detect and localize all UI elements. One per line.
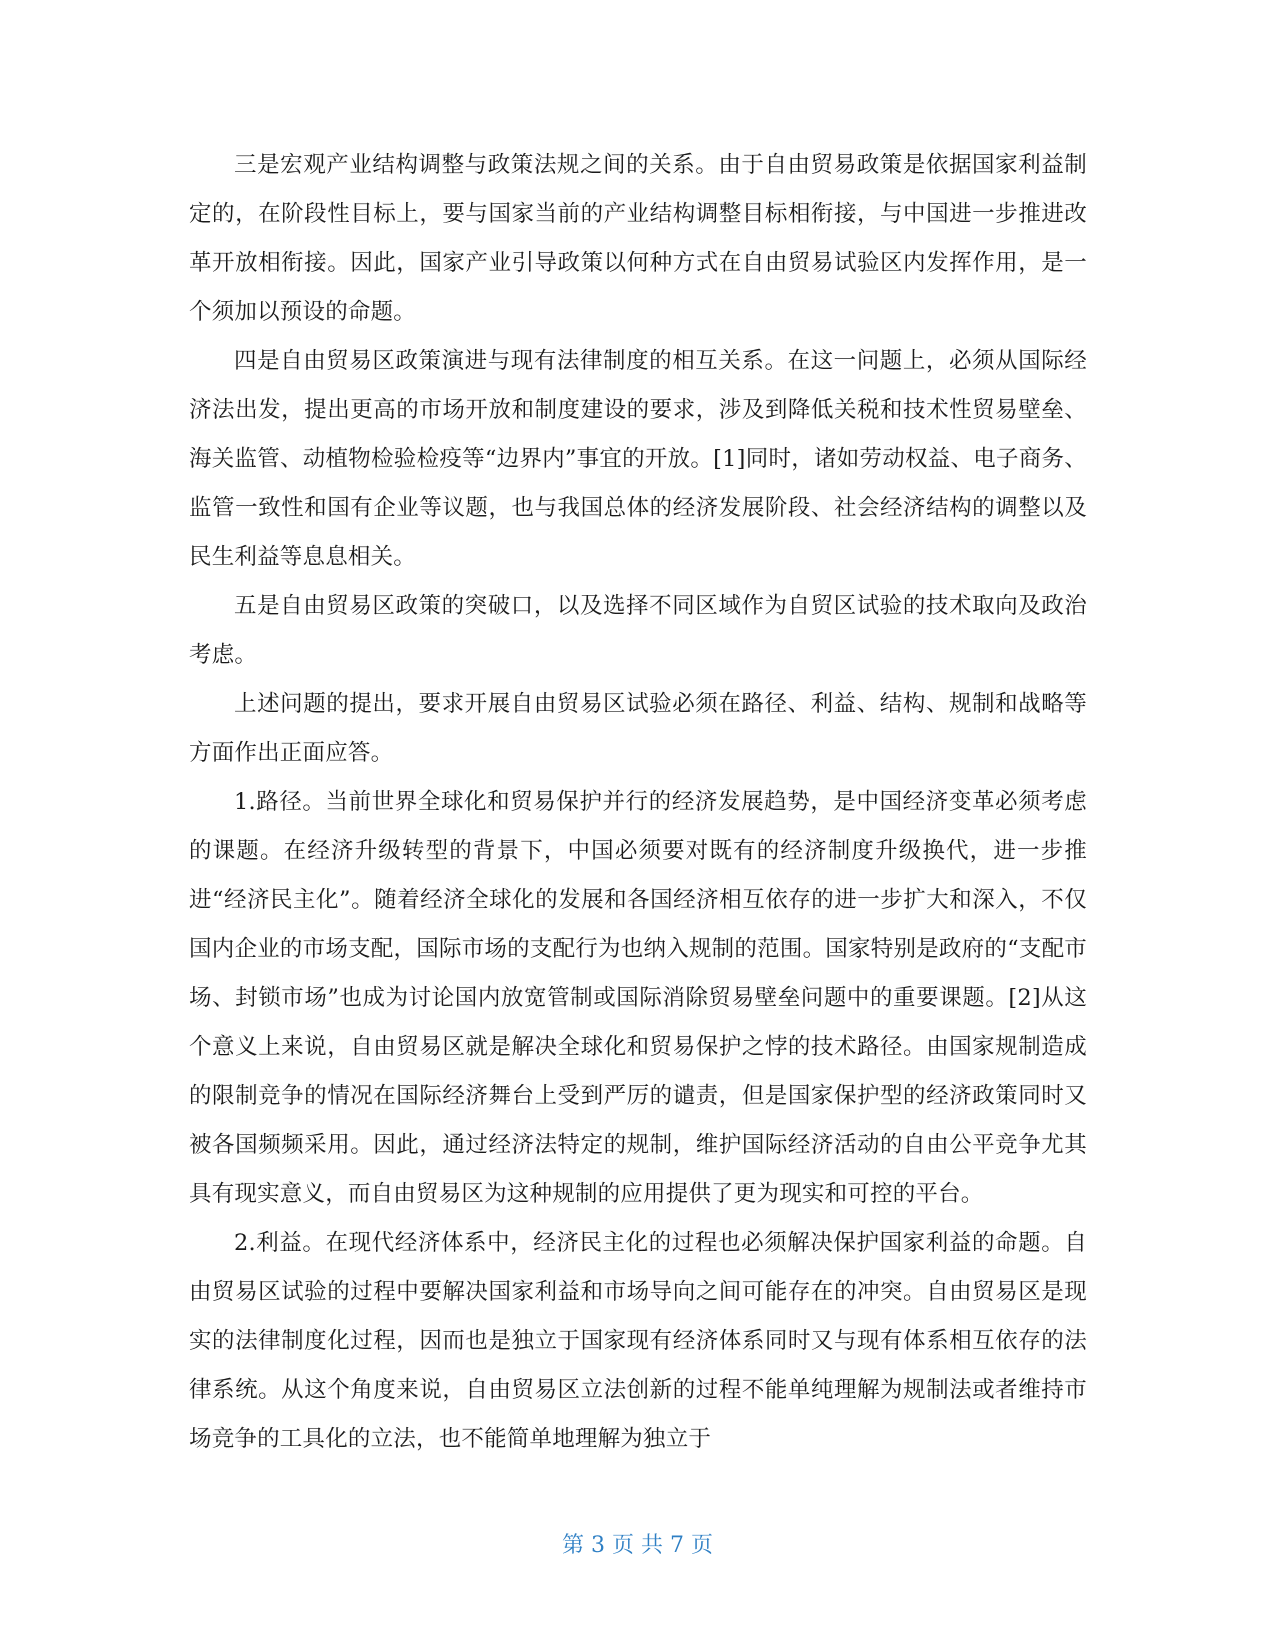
page-footer xyxy=(0,1528,1275,1559)
paragraph: 上述问题的提出，要求开展自由贸易区试验必须在路径、利益、结构、规制和战略等方面作出正面应答。 xyxy=(189,691,1087,766)
footer-prefix: 第 xyxy=(561,1533,584,1558)
footer-suffix: 页 xyxy=(691,1533,714,1558)
paragraph: 三是宏观产业结构调整与政策法规之间的关系。由于自由贸易政策是依据国家利益制定的，在阶段性目标上，要与国家当前的产业结构调整目标相衔接，与中国进一步推进改革开放相衔接。因此，国家产业引导政策以何种方式在自由贸易试验区内发挥作用，是一个须加以预设的命题。 xyxy=(189,152,1087,325)
paragraph: 2.利益。在现代经济体系中，经济民主化的过程也必须解决保护国家利益的命题。自由贸易区试验的过程中要解决国家利益和市场导向之间可能存在的冲突。自由贸易区是现实的法律制度化过程，因而也是独立于国家现有经济体系同时又与现有体系相互依存的法律系统。从这个角度来说，自由贸易区立法创新的过程不能单纯理解为规制法或者维持市场竞争的工具化的立法，也不能简单地理解为独立于 xyxy=(189,1230,1087,1452)
document-body xyxy=(189,141,1087,1464)
paragraph: 四是自由贸易区政策演进与现有法律制度的相互关系。在这一问题上，必须从国际经济法出发，提出更高的市场开放和制度建设的要求，涉及到降低关税和技术性贸易壁垒、海关监管、动植物检验检疫等“边界内”事宜的开放。[1]同时，诸如劳动权益、电子商务、监管一致性和国有企业等议题，也与我国总体的经济发展阶段、社会经济结构的调整以及民生利益等息息相关。 xyxy=(189,348,1087,570)
footer-mid: 页 共 xyxy=(612,1533,663,1558)
page-number: 3 xyxy=(591,1533,605,1558)
paragraph: 1.路径。当前世界全球化和贸易保护并行的经济发展趋势，是中国经济变革必须考虑的课题。在经济升级转型的背景下，中国必须要对既有的经济制度升级换代，进一步推进“经济民主化”。随着经济全球化的发展和各国经济相互依存的进一步扩大和深入，不仅国内企业的市场支配，国际市场的支配行为也纳入规制的范围。国家特别是政府的“支配市场、封锁市场”也成为讨论国内放宽管制或国际消除贸易壁垒问题中的重要课题。[2]从这个意义上来说，自由贸易区就是解决全球化和贸易保护之悖的技术路径。由国家规制造成的限制竞争的情况在国际经济舞台上受到严厉的谴责，但是国家保护型的经济政策同时又被各国频频采用。因此，通过经济法特定的规制，维护国际经济活动的自由公平竞争尤其具有现实意义，而自由贸易区为这种规制的应用提供了更为现实和可控的平台。 xyxy=(189,789,1087,1207)
total-pages: 7 xyxy=(670,1533,684,1558)
paragraph: 五是自由贸易区政策的突破口，以及选择不同区域作为自贸区试验的技术取向及政治考虑。 xyxy=(189,593,1087,668)
